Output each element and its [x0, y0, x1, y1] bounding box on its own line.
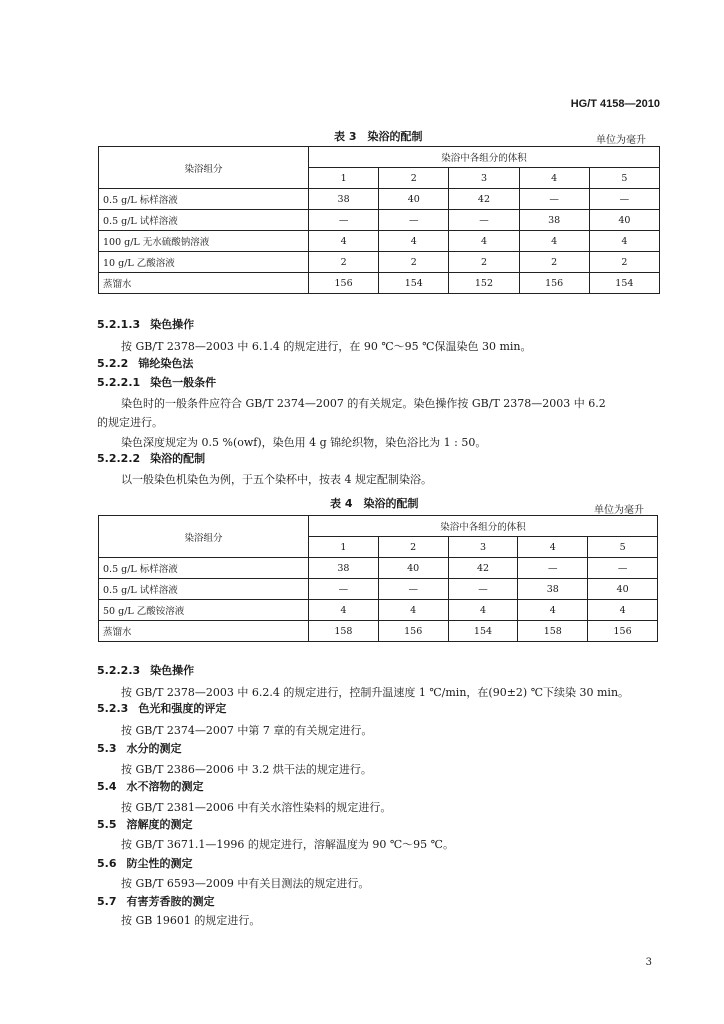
cell: 4 — [589, 231, 659, 252]
paragraph: 按 GB/T 2381—2006 中有关水溶性染料的规定进行。 — [121, 801, 392, 814]
cell: 156 — [588, 621, 658, 642]
row-label: 10 g/L 乙酸溶液 — [99, 252, 309, 273]
paragraph: 按 GB/T 2374—2007 中第 7 章的有关规定进行。 — [121, 724, 373, 737]
section-number: 5.2.2.3 — [97, 664, 141, 677]
table-row — [99, 210, 660, 231]
section-number: 5.6 — [97, 857, 117, 870]
cell: — — [448, 579, 518, 600]
cell: 154 — [448, 621, 518, 642]
row-label: 0.5 g/L 标样溶液 — [99, 189, 309, 210]
section-title: 染色操作 — [150, 664, 195, 677]
section-title: 染色操作 — [150, 318, 195, 331]
cell: — — [588, 558, 658, 579]
paragraph: 按 GB/T 3671.1—1996 的规定进行，溶解温度为 90 ℃～95 ℃。 — [121, 838, 454, 851]
cell: — — [309, 210, 379, 231]
section-number: 5.5 — [97, 818, 117, 831]
paragraph: 按 GB 19601 的规定进行。 — [121, 914, 261, 927]
paragraph: 染色深度规定为 0.5 %(owf)，染色用 4 g 锦纶织物，染色浴比为 1 : 50。 — [121, 436, 487, 449]
section-heading — [97, 355, 193, 371]
section-heading — [97, 778, 204, 794]
table4-col-5: 5 — [588, 537, 658, 558]
section-number: 5.2.2.2 — [97, 452, 141, 465]
table3 — [98, 146, 660, 294]
cell: 158 — [518, 621, 588, 642]
section-title: 染浴的配制 — [150, 452, 206, 465]
paragraph: 按 GB/T 2386—2006 中 3.2 烘干法的规定进行。 — [121, 763, 372, 776]
table-row — [99, 252, 660, 273]
section-title: 防尘性的测定 — [126, 857, 193, 870]
cell: 4 — [378, 600, 448, 621]
cell: 156 — [309, 273, 379, 294]
table4-component-header: 染浴组分 — [99, 516, 309, 558]
table-row — [99, 231, 660, 252]
cell: 38 — [309, 189, 379, 210]
cell: 40 — [589, 210, 659, 231]
cell: — — [449, 210, 519, 231]
paragraph: 按 GB/T 2378—2003 中 6.1.4 的规定进行，在 90 ℃～95 ℃保温染色 30 min。 — [121, 340, 532, 353]
table-row — [99, 189, 660, 210]
paragraph: 按 GB/T 6593—2009 中有关目测法的规定进行。 — [121, 877, 370, 890]
row-label: 100 g/L 无水硫酸钠溶液 — [99, 231, 309, 252]
cell: 42 — [448, 558, 518, 579]
table4-col-3: 3 — [448, 537, 518, 558]
page-number: 3 — [645, 957, 652, 968]
paragraph: 以一般染色机染色为例，于五个染杯中，按表 4 规定配制染浴。 — [121, 473, 432, 486]
table4-col-4: 4 — [518, 537, 588, 558]
table4-col-1: 1 — [309, 537, 379, 558]
cell: 4 — [379, 231, 449, 252]
cell: 156 — [378, 621, 448, 642]
table3-col-2: 2 — [379, 168, 449, 189]
table3-col-5: 5 — [589, 168, 659, 189]
cell: 4 — [588, 600, 658, 621]
cell: 40 — [378, 558, 448, 579]
row-label: 蒸馏水 — [99, 621, 309, 642]
cell: — — [519, 189, 589, 210]
section-title: 锦纶染色法 — [138, 357, 194, 370]
cell: — — [518, 558, 588, 579]
table3-col-1: 1 — [309, 168, 379, 189]
section-number: 5.3 — [97, 742, 117, 755]
cell: 2 — [589, 252, 659, 273]
cell: 4 — [519, 231, 589, 252]
cell: 2 — [309, 252, 379, 273]
cell: 2 — [449, 252, 519, 273]
section-title: 色光和强度的评定 — [138, 702, 227, 715]
paragraph: 按 GB/T 2378—2003 中 6.2.4 的规定进行，控制升温速度 1 ℃/min，在(90±2) ℃下续染 30 min。 — [121, 686, 630, 699]
section-title: 有害芳香胺的测定 — [126, 895, 215, 908]
cell: — — [589, 189, 659, 210]
cell: — — [379, 210, 449, 231]
section-title: 染色一般条件 — [150, 376, 217, 389]
cell: 4 — [309, 600, 379, 621]
cell: 2 — [379, 252, 449, 273]
cell: 2 — [519, 252, 589, 273]
paragraph-continued: 的规定进行。 — [97, 416, 163, 429]
cell: — — [309, 579, 379, 600]
cell: 4 — [448, 600, 518, 621]
section-title: 溶解度的测定 — [126, 818, 193, 831]
row-label: 50 g/L 乙酸铵溶液 — [99, 600, 309, 621]
cell: 38 — [518, 579, 588, 600]
section-heading — [97, 855, 193, 871]
cell: 40 — [588, 579, 658, 600]
table3-volume-header: 染浴中各组分的体积 — [309, 147, 660, 168]
cell: 152 — [449, 273, 519, 294]
cell: 42 — [449, 189, 519, 210]
section-heading — [97, 893, 215, 909]
section-number: 5.2.2.1 — [97, 376, 141, 389]
document-code: HG/T 4158—2010 — [570, 98, 660, 110]
cell: 38 — [309, 558, 379, 579]
table3-component-header: 染浴组分 — [99, 147, 309, 189]
cell: 154 — [379, 273, 449, 294]
section-title: 水分的测定 — [126, 742, 182, 755]
table3-unit: 单位为毫升 — [596, 135, 646, 146]
section-heading — [97, 700, 226, 716]
table4-unit: 单位为毫升 — [594, 505, 644, 516]
cell: 4 — [449, 231, 519, 252]
section-heading — [97, 316, 194, 332]
table4-volume-header: 染浴中各组分的体积 — [309, 516, 658, 537]
row-label: 0.5 g/L 试样溶液 — [99, 210, 309, 231]
section-title: 水不溶物的测定 — [126, 780, 204, 793]
row-label: 0.5 g/L 标样溶液 — [99, 558, 309, 579]
section-number: 5.2.3 — [97, 702, 129, 715]
table4-col-2: 2 — [378, 537, 448, 558]
cell: 156 — [519, 273, 589, 294]
cell: 4 — [518, 600, 588, 621]
section-number: 5.2.1.3 — [97, 318, 141, 331]
section-heading — [97, 662, 194, 678]
section-heading — [97, 816, 193, 832]
cell: 38 — [519, 210, 589, 231]
row-label: 蒸馏水 — [99, 273, 309, 294]
section-heading — [97, 740, 182, 756]
table3-caption: 表 3 染浴的配制 — [334, 130, 423, 143]
section-number: 5.2.2 — [97, 357, 129, 370]
section-heading — [97, 374, 216, 390]
cell: — — [378, 579, 448, 600]
cell: 154 — [589, 273, 659, 294]
section-heading — [97, 450, 205, 466]
table-row — [99, 579, 658, 600]
table-row — [99, 273, 660, 294]
row-label: 0.5 g/L 试样溶液 — [99, 579, 309, 600]
table4 — [98, 515, 658, 642]
table-row — [99, 600, 658, 621]
table-row — [99, 558, 658, 579]
paragraph: 染色时的一般条件应符合 GB/T 2374—2007 的有关规定。染色操作按 GB/T 2378—2003 中 6.2 — [121, 397, 606, 410]
cell: 4 — [309, 231, 379, 252]
table-row — [99, 621, 658, 642]
section-number: 5.7 — [97, 895, 117, 908]
table3-col-4: 4 — [519, 168, 589, 189]
section-number: 5.4 — [97, 780, 117, 793]
table3-col-3: 3 — [449, 168, 519, 189]
table4-caption: 表 4 染浴的配制 — [330, 497, 419, 510]
cell: 158 — [309, 621, 379, 642]
cell: 40 — [379, 189, 449, 210]
